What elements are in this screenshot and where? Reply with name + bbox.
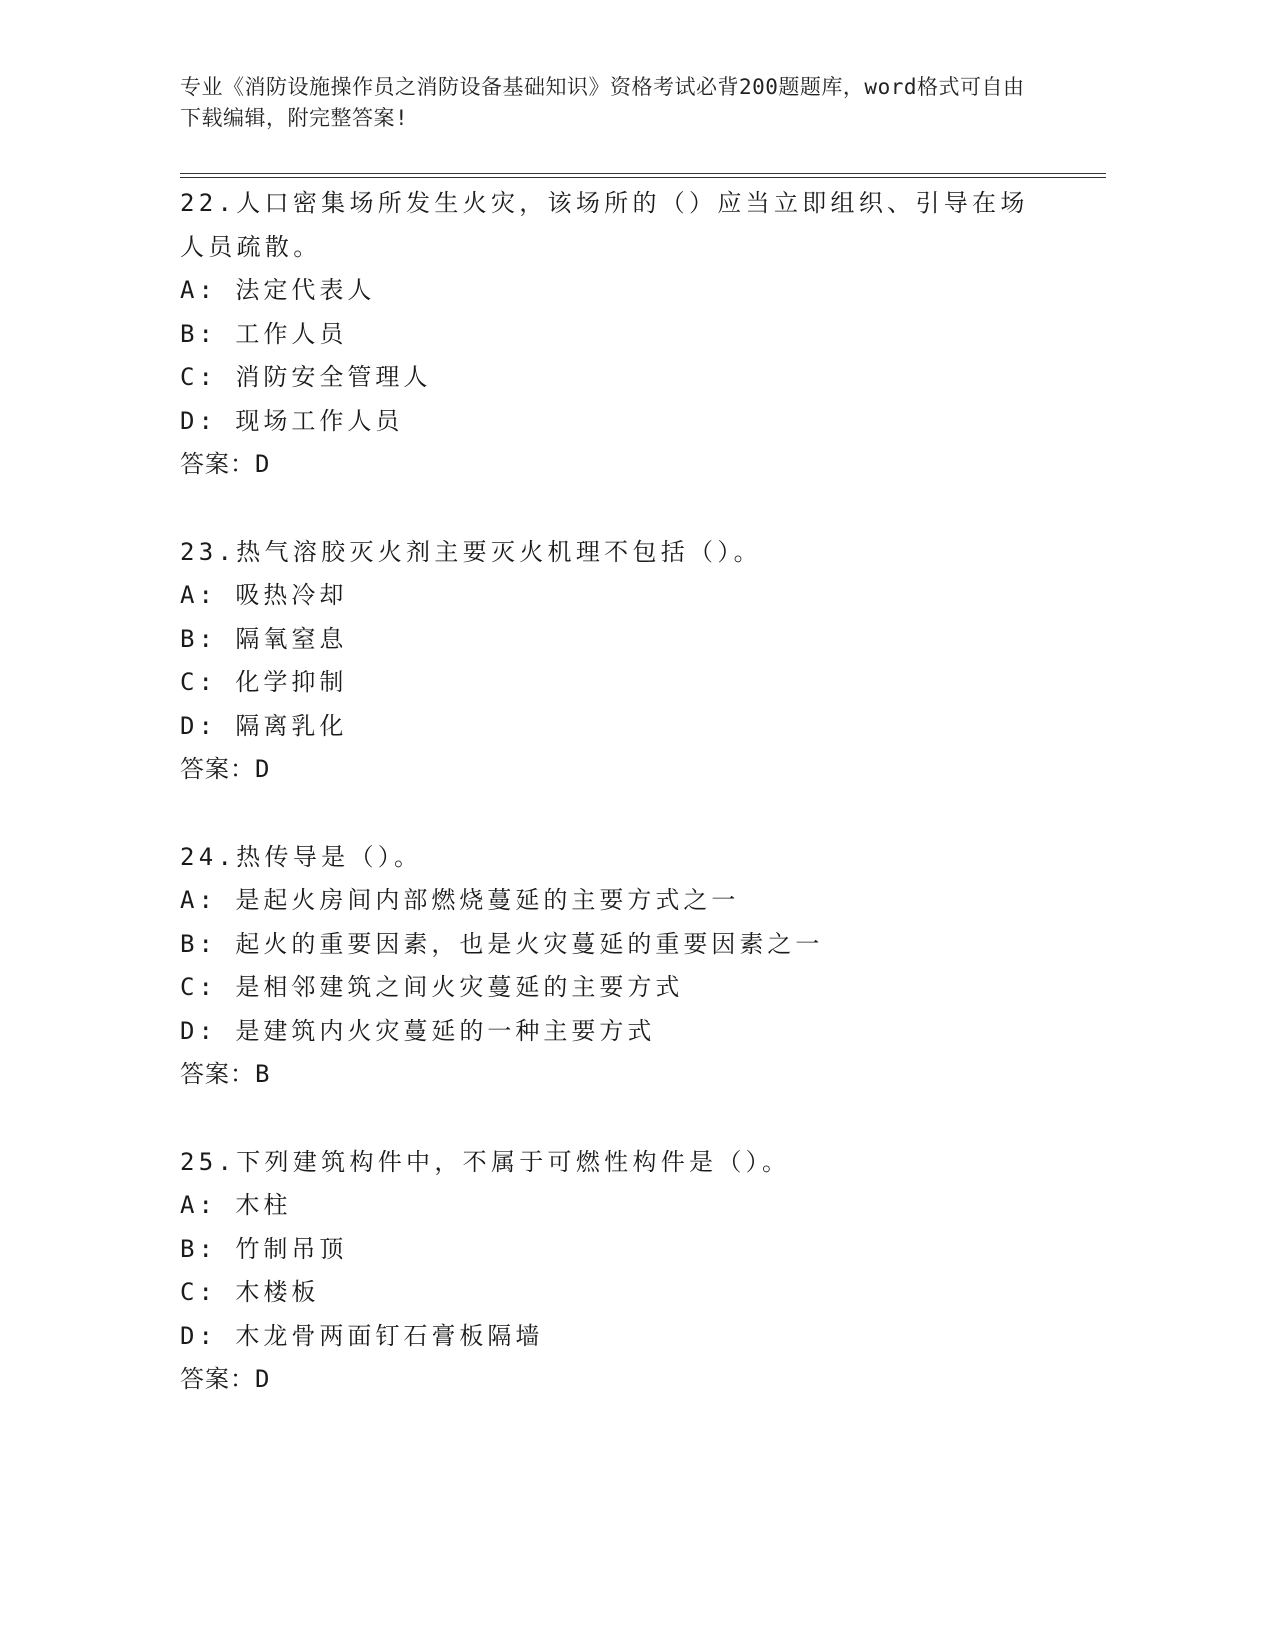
question-23 [180,531,1110,792]
option-b: B: 工作人员 [180,319,348,348]
option-d: D: 现场工作人员 [180,406,404,435]
answer-value: D [255,1365,271,1393]
option-b: B: 竹制吊顶 [180,1234,348,1263]
answer-label: 答案： [180,450,255,478]
answer-label: 答案： [180,1365,255,1393]
option-b: B: 起火的重要因素，也是火灾蔓延的重要因素之一 [180,929,824,958]
question-list [180,182,1110,1446]
option-a: A: 吸热冷却 [180,581,348,609]
rule-line-bottom [180,177,1106,178]
question-24 [180,836,1110,1097]
answer-line [180,1053,1110,1097]
option-a: A: 木柱 [180,1191,292,1219]
answer-value: D [255,450,271,478]
answer-label: 答案： [180,755,255,783]
question-stem: 22.人口密集场所发生火灾，该场所的（）应当立即组织、引导在场人员疏散。 [180,189,1029,261]
option-d: D: 木龙骨两面钉石膏板隔墙 [180,1321,544,1350]
question-25 [180,1141,1110,1402]
answer-label: 答案： [180,1060,255,1088]
answer-value: D [255,755,271,783]
option-a: A: 是起火房间内部燃烧蔓延的主要方式之一 [180,886,740,914]
question-22 [180,182,1110,487]
answer-value: B [255,1060,271,1088]
answer-line [180,1358,1110,1402]
option-b: B: 隔氧窒息 [180,624,348,653]
question-stem: 23.热气溶胶灭火剂主要灭火机理不包括（）。 [180,537,762,566]
rule-line-top [180,173,1106,174]
answer-line [180,748,1110,792]
option-c: C: 是相邻建筑之间火灾蔓延的主要方式 [180,973,684,1001]
header-double-rule [180,173,1106,179]
option-c: C: 木楼板 [180,1278,320,1306]
option-d: D: 隔离乳化 [180,711,348,740]
question-stem: 24.热传导是（）。 [180,842,423,871]
option-c: C: 消防安全管理人 [180,363,432,391]
option-d: D: 是建筑内火灾蔓延的一种主要方式 [180,1016,656,1045]
question-stem: 25.下列建筑构件中，不属于可燃性构件是（）。 [180,1147,791,1176]
document-header: 专业《消防设施操作员之消防设备基础知识》资格考试必背200题题库，word格式可自由下载编辑，附完整答案! [180,75,1025,130]
answer-line [180,443,1110,487]
option-a: A: 法定代表人 [180,276,376,304]
option-c: C: 化学抑制 [180,668,348,696]
